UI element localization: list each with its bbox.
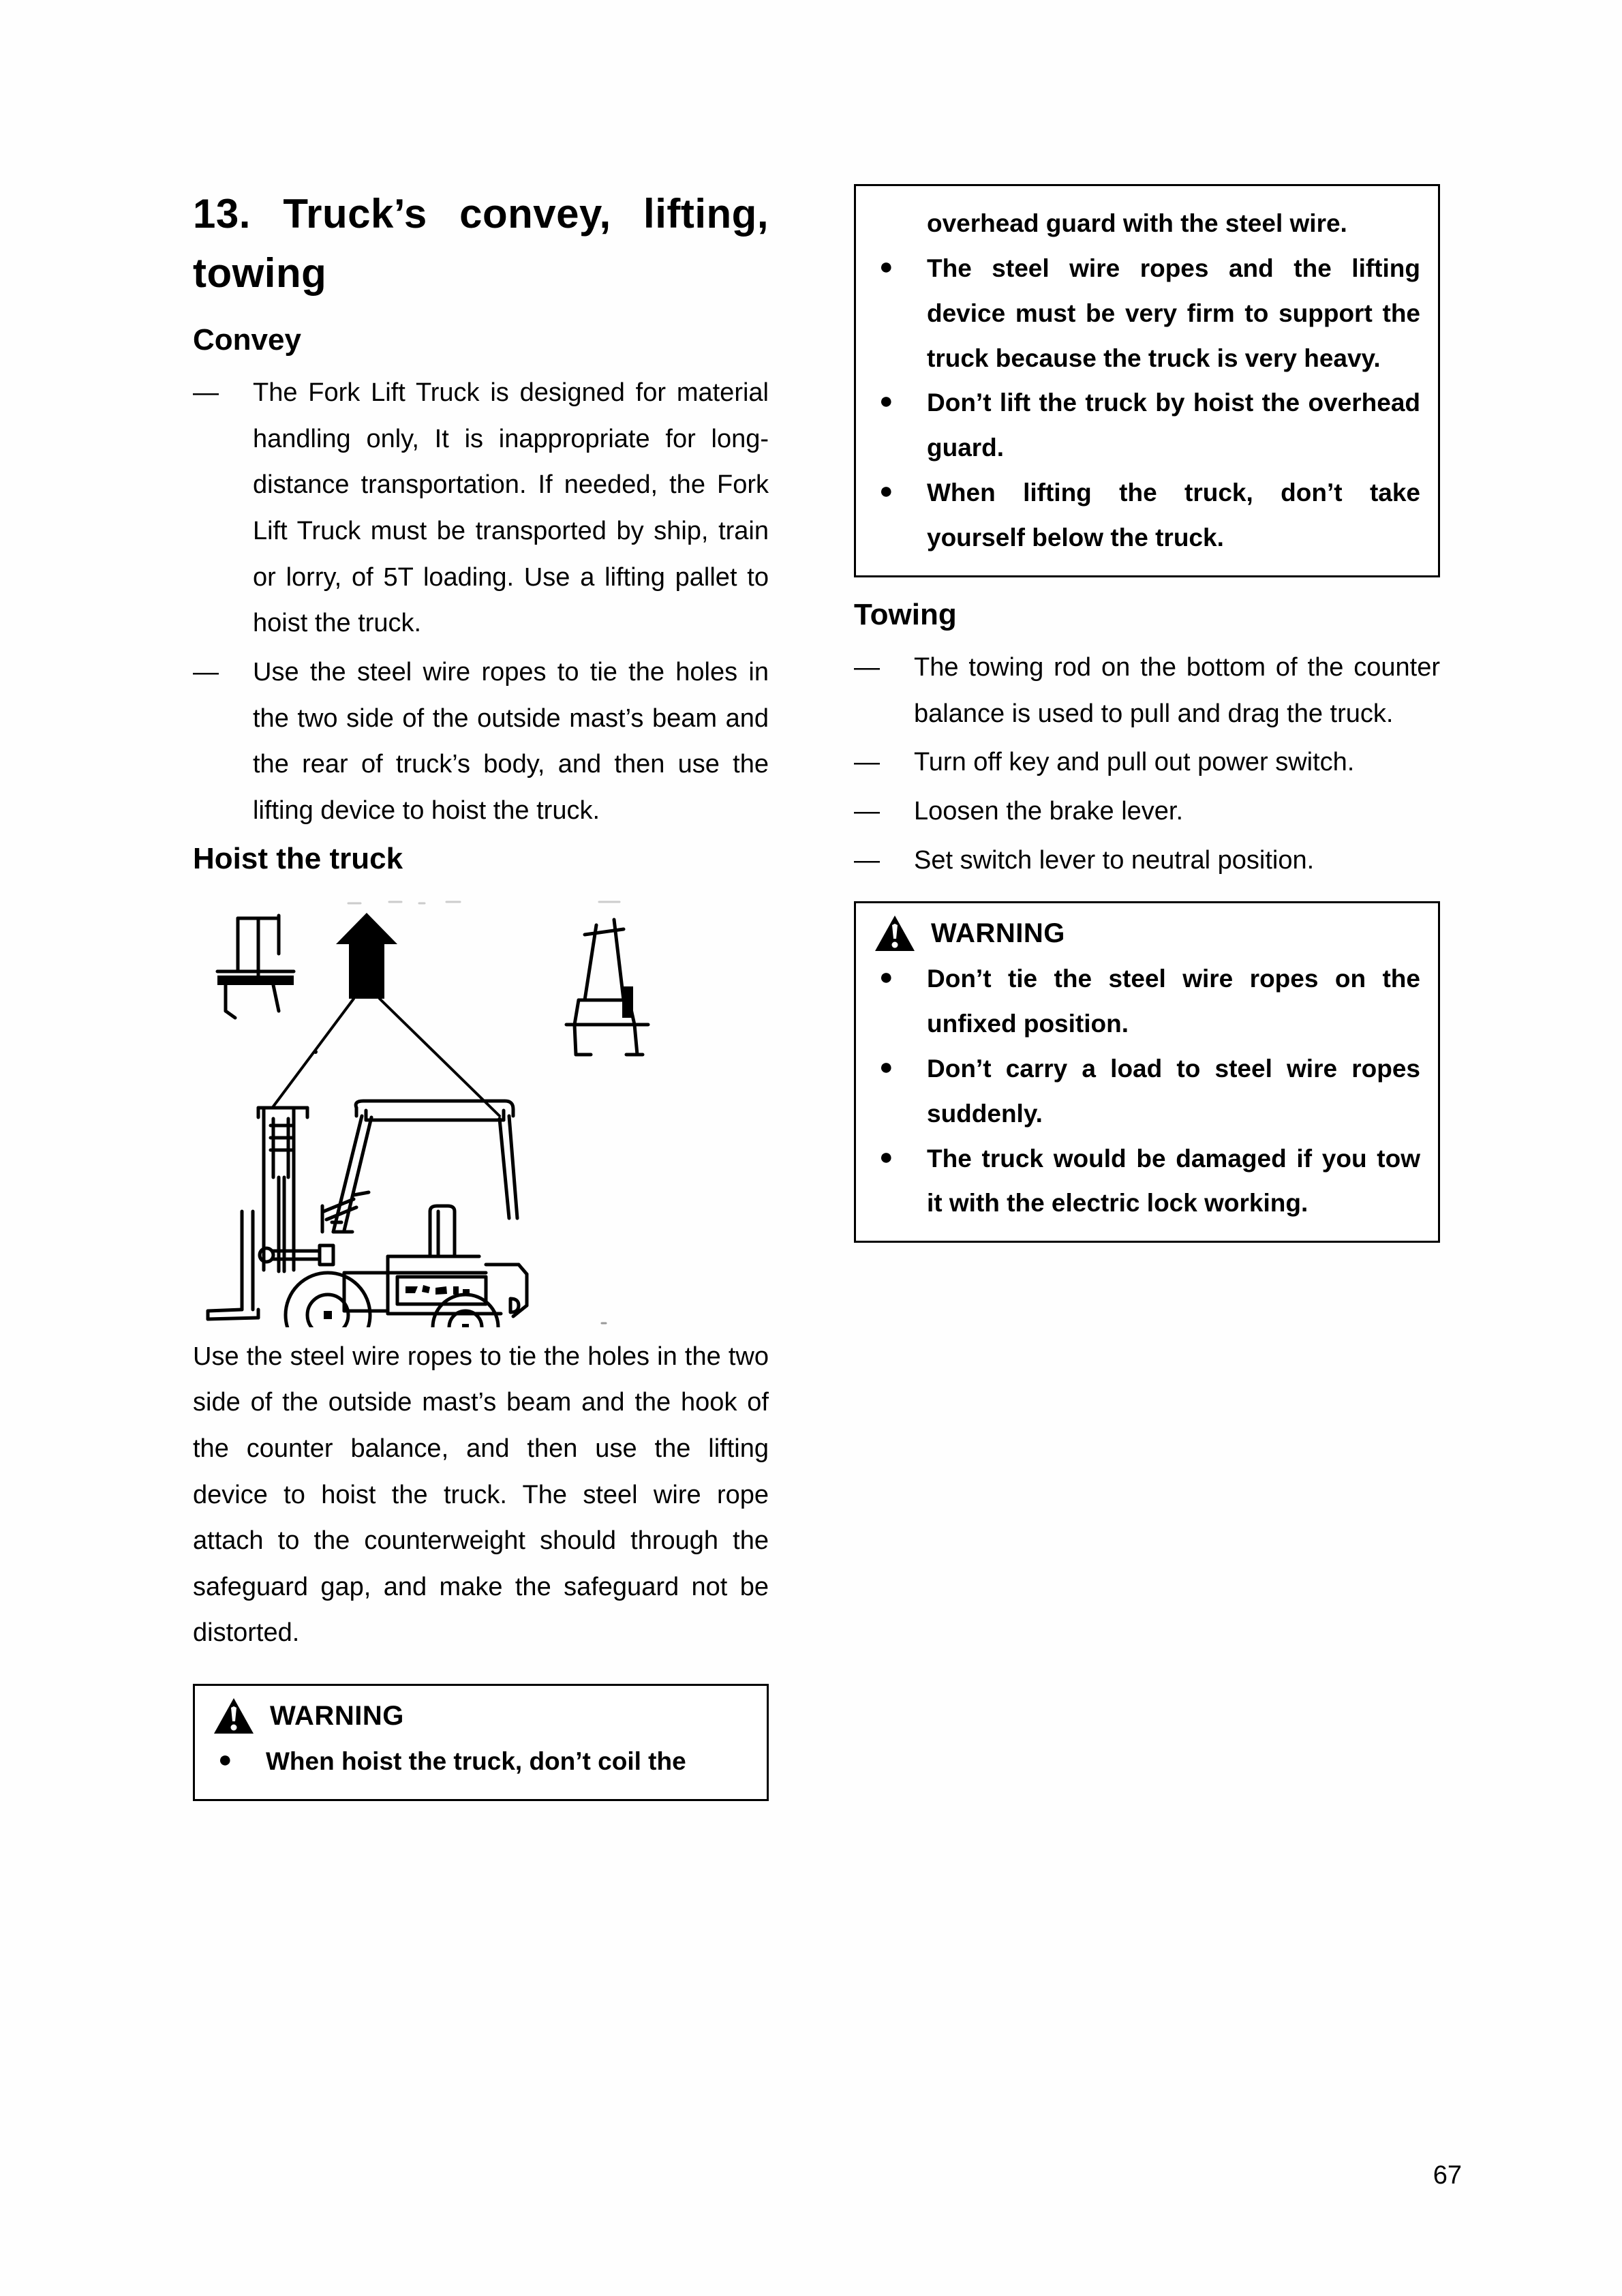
bullet-marker: ●: [879, 1053, 893, 1080]
page-title-line-2: towing: [193, 250, 327, 296]
bullet-marker: ●: [879, 964, 893, 991]
forklift-truck-drawing: [208, 1101, 527, 1327]
warning-header: [213, 1697, 749, 1735]
warning-item-text: When lifting the truck, don’t take yourself below the truck.: [927, 479, 1420, 552]
towing-item-text: The towing rod on the bottom of the counter balance is used to pull and drag the truck.: [914, 653, 1440, 728]
dash-marker: —: [193, 378, 219, 408]
warning-box-hoist: [193, 1684, 769, 1801]
warning-title: WARNING: [931, 918, 1065, 948]
warning-item-text: When hoist the truck, don’t coil the: [266, 1747, 686, 1775]
warning-list-item: [874, 246, 1420, 381]
warning-list-item: [874, 1046, 1420, 1136]
convey-item-text: The Fork Lift Truck is designed for material handling only, It is inappropriate for long-distance transportation. If needed, the Fork Lift Truck must be transported by ship, train or lorry, of 5T loading. Use a lifting pallet to hoist the truck.: [253, 378, 769, 638]
steel-wire-ropes: [273, 999, 500, 1116]
forklift-hoist-illustration: [193, 891, 769, 1327]
dash-marker: —: [854, 845, 880, 875]
warning-list-item: [874, 956, 1420, 1046]
convey-item-text: Use the steel wire ropes to tie the holes in the two side of the outside mast’s beam and the rear of truck’s body, and then use the lifting device to hoist the truck.: [253, 657, 769, 825]
mast-hole-detail: [217, 916, 294, 1018]
warning-item-text: Don’t carry a load to steel wire ropes suddenly.: [927, 1054, 1420, 1128]
page-number: 67: [1433, 2161, 1462, 2190]
warning-box-hoist-continued: [854, 184, 1440, 577]
section-heading-convey: Convey: [193, 323, 301, 357]
towing-list-item: [854, 740, 1440, 786]
towing-list-item: [854, 838, 1440, 884]
left-column: [193, 184, 769, 1801]
warning-title: WARNING: [270, 1700, 404, 1731]
towing-item-text: Turn off key and pull out power switch.: [914, 748, 1355, 777]
convey-list-item: [193, 370, 769, 647]
warning-continued-line: overhead guard with the steel wire.: [927, 209, 1347, 237]
warning-list-item: [213, 1739, 749, 1784]
right-column: [854, 184, 1440, 1243]
hoist-paragraph: Use the steel wire ropes to tie the holes in the two side of the outside mast’s beam and the hook of the counter balance, and then use the lifting device to hoist the truck. The steel wire rope attach to the counterweight should through the safeguard gap, and make the safeguard not be distorted.: [193, 1342, 769, 1648]
rope-marker: [313, 1050, 318, 1054]
bullet-marker: ●: [218, 1747, 232, 1772]
towing-item-text: Loosen the brake lever.: [914, 796, 1184, 826]
warning-list-item: [874, 380, 1420, 470]
dash-marker: —: [854, 653, 880, 682]
lift-direction-arrow: [336, 913, 397, 999]
bullet-marker: ●: [879, 1143, 893, 1170]
warning-header: [874, 914, 1420, 952]
scan-artifact-marks: [348, 902, 619, 903]
warning-triangle-icon: [213, 1697, 255, 1735]
section-heading-hoist-the-truck: Hoist the truck: [193, 842, 403, 876]
bullet-marker: ●: [879, 388, 893, 414]
dash-marker: —: [854, 796, 880, 826]
page-title-line-1: 13. Truck’s convey, lifting,: [193, 191, 769, 237]
warning-item-text: Don’t tie the steel wire ropes on the unfixed position.: [927, 965, 1420, 1038]
warning-item-text: Don’t lift the truck by hoist the overhead guard.: [927, 389, 1420, 462]
warning-list-item: [874, 1136, 1420, 1226]
towing-item-text: Set switch lever to neutral position.: [914, 845, 1315, 875]
hood-label-smudge: [406, 1285, 470, 1295]
section-heading-towing: Towing: [854, 597, 957, 631]
convey-list-item: [193, 650, 769, 834]
warning-box-towing: [854, 901, 1440, 1243]
warning-triangle-icon: [874, 914, 916, 952]
dash-marker: —: [193, 657, 219, 686]
towing-list-item: [854, 789, 1440, 835]
counterweight-hook-detail: [566, 920, 648, 1055]
warning-item-text: The steel wire ropes and the lifting device must be very firm to support the truck because the truck is very heavy.: [927, 254, 1420, 372]
page-title: [193, 184, 769, 303]
warning-list-item: [874, 470, 1420, 560]
bullet-marker: ●: [879, 478, 893, 504]
bullet-marker: ●: [879, 253, 893, 280]
warning-item-text: The truck would be damaged if you tow it with the electric lock working.: [927, 1144, 1420, 1218]
towing-list-item: [854, 645, 1440, 737]
dash-marker: —: [854, 748, 880, 777]
